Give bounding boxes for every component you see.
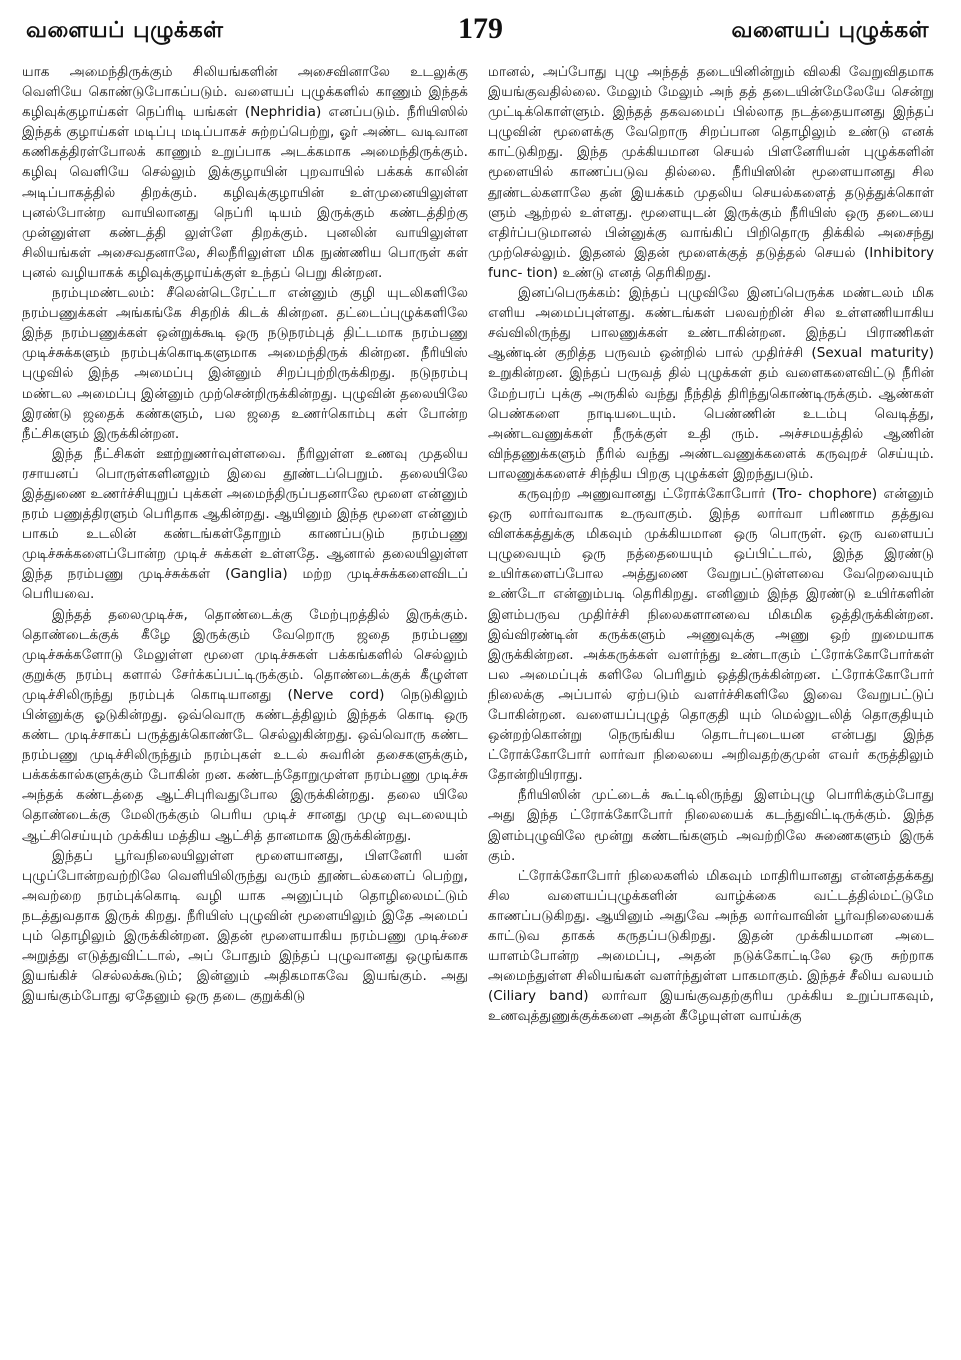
- paragraph: நீரியிஸின் முட்டைக் கூட்டிலிருந்து இளம்புழு பொரிக்கும்போது அது இந்த ட்ரோக்கோபோர் நிலையைக் கடந்துவிட்டிருக்கும். இந்த இளம்புழுவிலே மூன்று கண்டங்களும் அவற்றிலே சுணைகளும் இருக் கும்.: [488, 787, 934, 864]
- running-head-right: வளையப் புழுக்கள்: [731, 18, 929, 43]
- paragraph: மானல், அப்போது புழு அந்தத் தடையினின்றும் விலகி வேறுவிதமாக இயங்குவதில்லை. மேலும் மேலும் அந் தத் தடையின்மேலேயே சென்று முட்டிக்கொள்ளும். இந்தத் தகவமைப் பில்லாத நடத்தையானது இந்தப் புழுவின் மூளைக்கு வேறொரு சிறப்பான தொழிலும் உண்டு எனக் காட்டுகிறது. இந்த முக்கியமான செயல் பிளனேரியன் புழுக்களின் மூளையில் காணப்படுவ தில்லை. நீரியிஸின் மூளையானது சில தூண்டல்களாலே தன் இயக்கம் முதலிய செயல்களைத் தடுத்துக்கொள் ளும் ஆற்றல் உள்ளது. மூளையுடன் இருக்கும் நீரியிஸ் ஒரு தடையை எதிர்ப்படுமானல் பின்னுக்கு வாங்கிப் பிறிதொரு திக்கில் அசைந்து முற்செல்லும். இதனல் இதன் மூளைக்குத் தடுத்தல் செயல் (Inhibitory func- tion) உண்டு எனத் தெரிகிறது.: [488, 64, 934, 281]
- page-number: 179: [458, 12, 503, 45]
- page-header: [0, 0, 961, 60]
- body-columns: [0, 62, 961, 1352]
- paragraph: ட்ரோக்கோபோர் நிலைகளில் மிகவும் மாதிரியானது என்னத்தக்கது சில வளையப்புழுக்களின் வாழ்க்கை வட்டத்தில்மட்டுமே காணப்படுகிறது. ஆயினும் அதுவே அந்த லார்வாவின் பூர்வநிலையைக் காட்டுவ தாகக் கருதப்படுகிறது. இதன் முக்கியமான அடை யாளம்போன்ற அமைப்பு, அதன் நடுக்கோட்டிலே ஒரு சுற்றாக அமைந்துள்ள சிலியங்கள் வளர்ந்துள்ள பாகமாகும். இந்தச் சீலிய வலயம் (Ciliary band) லார்வா இயங்குவதற்குரிய முக்கிய உறுப்பாகவும், உணவுத்துணுக்குக்களை அதன் கீழேயுள்ள வாய்க்கு: [488, 867, 934, 1025]
- paragraph: கருவுற்ற அணுவானது ட்ரோக்கோபோர் (Tro- chophore) என்னும் ஒரு லார்வாவாக உருவாகும். இந்த லார்வா பரிணாம தத்துவ விளக்கத்துக்கு மிகவும் முக்கியமான ஒரு பொருள். ஒரு வளையப் புழுவையும் ஒரு நத்தையையும் ஒப்பிட்டால், இந்த இரண்டு உயிர்களைப்போல அத்துணை வேறுபட்டுள்ளவை வேறெவையும் உண்டோ என்னும்படி தெரிகிறது. எனினும் இந்த இரண்டு உயிர்களின் இளம்பருவ முதிர்ச்சி நிலைகளானவை மிகமிக ஒத்திருக்கின்றன. இவ்விரண்டின் கருக்களும் அணுவுக்கு அணு ஒற் றுமையாக இருக்கின்றன. அக்கருக்கள் வளர்ந்து உண்டாகும் ட்ரோக்கோபோர்கள் பல அமைப்புக் களிலே பெரிதும் ஒத்திருக்கின்றன. ட்ரோக்கோபோர் நிலைக்கு அப்பால் ஏற்படும் வளர்ச்சிகளிலே இவை வேறுபட்டுப் போகின்றன. வளையப்புழுத் தொகுதி யும் மெல்லுடலித் தொகுதியும் ஒன்றற்கொன்று நெருங்கிய தொடர்புடையன என்பது இந்த ட்ரோக்கோபோர் லார்வா நிலையை அறிவதற்குமுன் எவர் கருத்திலும் தோன்றியிராது.: [488, 485, 934, 784]
- right-column: [488, 62, 934, 1352]
- paragraph: யாக அமைந்திருக்கும் சிலியங்களின் அசைவினாலே உடலுக்கு வெளியே கொண்டுபோகப்படும். வளையப் புழுக்களில் காணும் இந்தக் கழிவுக்குழாய்கள் நெப்ரிடி யங்கள் (Nephridia) எனப்படும். நீரியிஸில் இந்தக் குழாய்கள் மடிப்பு மடிப்பாகச் சுற்றப்பெற்று, ஓர் அண்ட வடிவான கணிகத்திரள்போலக் காணும் உறுப்பாக அடக்கமாக அமைந்திருக்கும். கழிவு வெளியே செல்லும் இக்குழாயின் புறவாயில் பக்கக் காலின் அடிப்பாகத்தில் திறக்கும். கழிவுக்குழாயின் உள்முனையிலுள்ள புனல்போன்ற வாயிலானது நெப்ரி டியம் இருக்கும் கண்டத்திற்கு முன்னுள்ள கண்டத்தி லுள்ளே திறக்கும். புனலின் வாயிலுள்ள சிலியங்கள் அசைவதனாலே, சிலநீரிலுள்ள மிக நுண்ணிய பொருள் கள் புனல் வழியாகக் கழிவுக்குழாய்க்குள் உந்தப் பெறு கின்றன.: [22, 64, 468, 281]
- paragraph: இந்தப் பூர்வநிலையிலுள்ள மூளையானது, பிளனேரி யன் புழுப்போன்றவற்றிலே வெளியிலிருந்து வரும் தூண்டல்களைப் பெற்று, அவற்றை நரம்புக்கொடி வழி யாக அனுப்பும் தொழிலைமட்டும் நடத்துவதாக இருக் கிறது. நீரியிஸ் புழுவின் மூளையிலும் இதே அமைப் பும் தொழிலும் இருக்கின்றன. இதன் மூளையாகிய நரம்பணு முடிச்சை அறுத்து எடுத்துவிட்டால், அப் போதும் இந்தப் புழுவானது ஒழுங்காக இயங்கிச் செல்லக்கூடும்; இன்னும் அதிகமாகவே இயங்கும். அது இயங்கும்போது ஏதேனும் ஒரு தடை குறுக்கிடு: [22, 847, 468, 1005]
- paragraph: இனப்பெருக்கம்: இந்தப் புழுவிலே இனப்பெருக்க மண்டலம் மிக எளிய அமைப்புள்ளது. கண்டங்கள் பலவற்றின் சில உள்ளணியாகிய சவ்விலிருந்து பாலணுக்கள் உண்டாகின்றன. இந்தப் பிராணிகள் ஆண்டின் குறித்த பருவம் ஒன்றில் பால் முதிர்ச்சி (Sexual maturity) உறுகின்றன. இந்தப் பருவத் தில் புழுக்கள் தம் வளைகளைவிட்டு நீரின் மேற்பரப் புக்கு அருகில் வந்து நீந்தித் திரிந்துகொண்டிருக்கும். ஆண்கள் பெண்களை நாடியடையும். பெண்ணின் உடம்பு வெடித்து, அண்டவணுக்கள் நீருக்குள் உதி ரும். அச்சமயத்தில் ஆணின் விந்தணுக்களும் நீரில் வந்து அண்டவணுக்களைக் கருவுறச் செய்யும். பாலணுக்களைச் சிந்திய பிறகு புழுக்கள் இறந்துபடும்.: [488, 285, 934, 482]
- paragraph: இந்த நீட்சிகள் ஊற்றுணர்வுள்ளவை. நீரிலுள்ள உணவு முதலிய ரசாயனப் பொருள்களினலும் இவை தூண்டப்பெறும். தலையிலே இத்துணை உணர்ச்சியுறுப் புக்கள் அமைந்திருப்பதனாலே மூளை என்னும் நரம் பணுத்திரளும் பெரிதாக ஆகின்றது. ஆயினும் இந்த மூளை என்னும் பாகம் உடலின் கண்டங்கள்தோறும் காணப்படும் நரம்பணு முடிச்சுக்களைப்போன்ற முடிச் சுக்கள் உள்ளதே. ஆனால் தலையிலுள்ள இந்த நரம்பணு முடிச்சுக்கள் (Ganglia) மற்ற முடிச்சுக்களைவிடப் பெரியவை.: [22, 445, 468, 603]
- paragraph: நரம்புமண்டலம்: சீலென்டெரேட்டா என்னும் குழி யுடலிகளிலே நரம்பணுக்கள் அங்கங்கே சிதறிக் கிடக் கின்றன. தட்டைப்புழுக்களிலே இந்த நரம்பணுக்கள் ஒன்றுக்கூடி ஒரு நடுநரம்புத் திட்டமாக நரம்பணு முடிச்சுக்களும் நரம்புக்கொடிகளுமாக அமைந்திருக் கின்றன. நீரியிஸ் புழுவில் இந்த அமைப்பு இன்னும் சிறப்புற்றிருக்கிறது. நடுநரம்பு மண்டல அமைப்பு இன்னும் முற்சென்றிருக்கின்றது. புழுவின் தலையிலே இரண்டு ஜதைக் கண்களும், பல ஜதை உணர்கொம்பு கள் போன்ற நீட்சிகளும் இருக்கின்றன.: [22, 285, 468, 442]
- running-head-left: வளையப் புழுக்கள்: [26, 18, 224, 43]
- left-column: [22, 62, 468, 1352]
- paragraph: இந்தத் தலைமுடிச்சு, தொண்டைக்கு மேற்புறத்தில் இருக்கும். தொண்டைக்குக் கீழே இருக்கும் வேறொரு ஜதை நரம்பணு முடிச்சுக்களோடு மேலுள்ள மூளை முடிச்சுகள் பக்கங்களில் செல்லும் குறுக்கு நரம்பு களால் சேர்க்கப்பட்டிருக்கும். தொண்டைக்குக் கீழுள்ள முடிச்சிலிருந்து நரம்புக் கொடியானது (Nerve cord) நெடுகிலும் பின்னுக்கு ஓடுகின்றது. ஒவ்வொரு கண்டத்திலும் இந்தக் கொடி ஒரு கண்ட முடிச்சாகப் பருத்துக்கொண்டே செல்லுகின்றது. ஒவ்வொரு கண்ட நரம்பணு முடிச்சிலிருந்தும் நரம்புகள் உடல் சுவரின் தசைகளுக்கும், பக்கக்கால்களுக்கும் போகின் றன. கண்டந்தோறுமுள்ள நரம்பணு முடிச்சு அந்தக் கண்டத்தை ஆட்சிபுரிவதுபோல இருக்கின்றது. தலை யிலே தொண்டைக்கு மேலிருக்கும் பெரிய முடிச் சானது முழு வுடலையும் ஆட்சிசெய்யும் முக்கிய மத்திய ஆட்சித் தானமாக இருக்கின்றது.: [22, 606, 468, 844]
